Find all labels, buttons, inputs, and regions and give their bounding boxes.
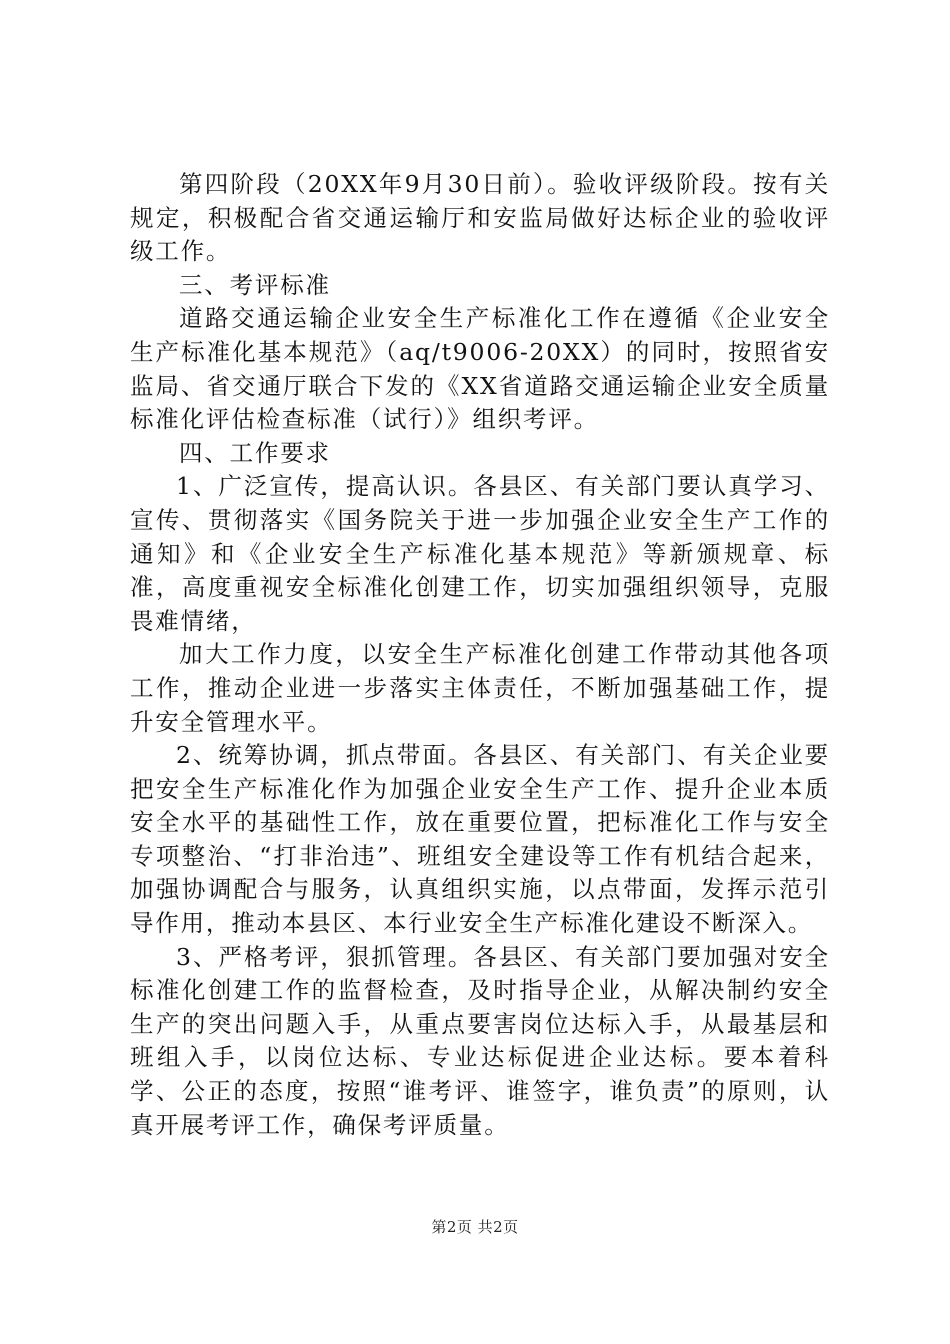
- paragraph-requirement-2: 2、统筹协调，抓点带面。各县区、有关部门、有关企业要把安全生产标准化作为加强企业安全生产工作、提升企业本质安全水平的基础性工作，放在重要位置，把标准化工作与安全专项整治、“打非治违”、班组安全建设等工作有机结合起来，加强协调配合与服务，认真组织实施，以点带面，发挥示范引导作用，推动本县区、本行业安全生产标准化建设不断深入。: [130, 741, 830, 938]
- heading-work-requirements: 四、工作要求: [179, 438, 331, 467]
- paragraph-requirement-1-continued: 加大工作力度，以安全生产标准化创建工作带动其他各项工作，推动企业进一步落实主体责任，不断加强基础工作，提升安全管理水平。: [130, 640, 830, 736]
- page-footer: [0, 1216, 950, 1237]
- heading-evaluation-standards: 三、考评标准: [179, 270, 331, 299]
- page-number: 第2页 共2页: [431, 1218, 519, 1236]
- paragraph-evaluation-standards: 道路交通运输企业安全生产标准化工作在遵循《企业安全生产标准化基本规范》（aq/t9006-20XX）的同时，按照省安监局、省交通厅联合下发的《XX省道路交通运输企业安全质量标准化评估检查标准（试行）》组织考评。: [130, 304, 830, 434]
- paragraph-requirement-1: 1、广泛宣传，提高认识。各县区、有关部门要认真学习、宣传、贯彻落实《国务院关于进一步加强企业安全生产工作的通知》和《企业安全生产标准化基本规范》等新颁规章、标准，高度重视安全标准化创建工作，切实加强组织领导，克服畏难情绪，: [130, 472, 830, 635]
- document-body: [130, 168, 830, 1142]
- paragraph-stage-four: 第四阶段（20XX年9月30日前）。验收评级阶段。按有关规定，积极配合省交通运输厅和安监局做好达标企业的验收评级工作。: [130, 170, 830, 266]
- paragraph-requirement-3: 3、严格考评，狠抓管理。各县区、有关部门要加强对安全标准化创建工作的监督检查，及时指导企业，从解决制约安全生产的突出问题入手，从重点要害岗位达标入手，从最基层和班组入手，以岗位达标、专业达标促进企业达标。要本着科学、公正的态度，按照“谁考评、谁签字，谁负责”的原则，认真开展考评工作，确保考评质量。: [130, 942, 830, 1139]
